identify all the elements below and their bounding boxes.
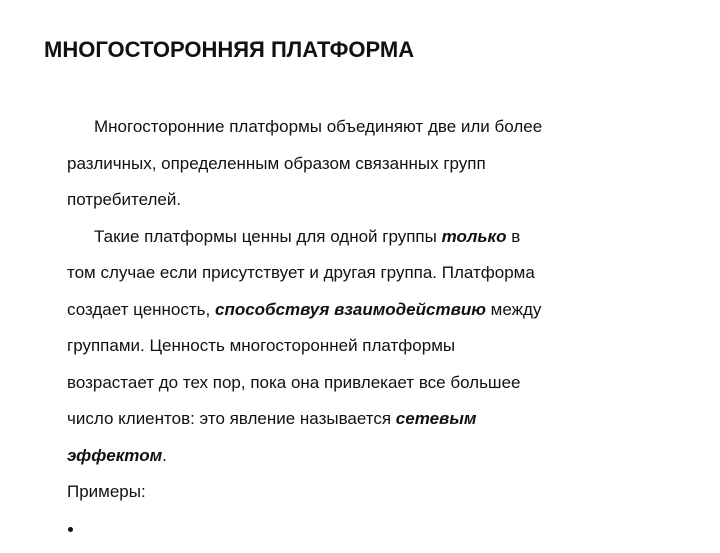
paragraph-2-line (67, 444, 647, 481)
slide-body (67, 115, 647, 553)
paragraph-2-line (67, 225, 647, 262)
paragraph-2-line (67, 298, 647, 335)
emphasis-only: только (441, 226, 507, 246)
examples-label: Примеры: (67, 482, 146, 501)
text-run: создает ценность, (67, 299, 215, 319)
paragraph-2-line (67, 407, 647, 444)
paragraph-1-line: потребителей. (67, 190, 182, 209)
paragraph-1-line: различных, определенным образом связанных групп (67, 153, 486, 173)
text-run: число клиентов: это явление называется (67, 409, 396, 428)
paragraph-1-line: Многосторонние платформы объединяют две или более (94, 117, 543, 136)
bullet-list-item (67, 517, 647, 553)
text-run: в (506, 226, 521, 246)
bullet-dot-icon (68, 527, 73, 532)
text-run: Такие платформы ценны для одной группы (94, 226, 442, 246)
slide-title: МНОГОСТОРОННЯЯ ПЛАТФОРМА (44, 37, 415, 62)
text-run: . (162, 445, 167, 465)
paragraph-2-line: группами. Ценность многосторонней платформы (67, 336, 456, 355)
emphasis-effect: эффектом (67, 445, 163, 465)
emphasis-interaction: способствуя взаимодействию (214, 299, 486, 319)
paragraph-2-line: возрастает до тех пор, пока она привлекает все большее (67, 372, 521, 392)
text-run: между (485, 299, 542, 319)
emphasis-network: сетевым (395, 409, 477, 428)
paragraph-2-line: том случае если присутствует и другая группа. Платформа (67, 263, 535, 282)
